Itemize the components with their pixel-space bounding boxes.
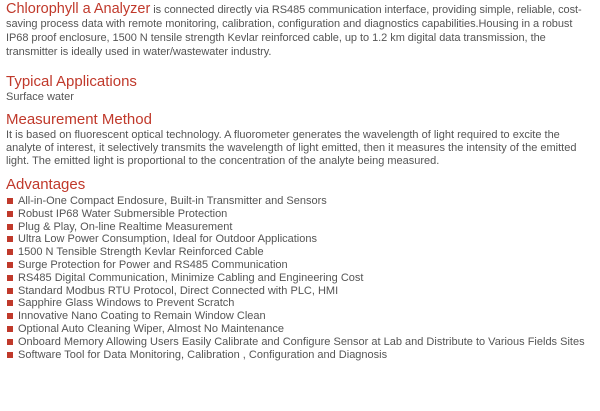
square-bullet-icon <box>7 262 13 268</box>
list-item: Innovative Nano Coating to Remain Window Clean <box>6 310 594 323</box>
square-bullet-icon <box>7 198 13 204</box>
square-bullet-icon <box>7 249 13 255</box>
list-item: Plug & Play, On-line Realtime Measurement <box>6 221 594 234</box>
list-item: Software Tool for Data Monitoring, Calibration , Configuration and Diagnosis <box>6 349 594 362</box>
square-bullet-icon <box>7 313 13 319</box>
square-bullet-icon <box>7 236 13 242</box>
list-item: Surge Protection for Power and RS485 Communication <box>6 259 594 272</box>
square-bullet-icon <box>7 339 13 345</box>
list-item: Standard Modbus RTU Protocol, Direct Connected with PLC, HMI <box>6 285 594 298</box>
square-bullet-icon <box>7 288 13 294</box>
square-bullet-icon <box>7 300 13 306</box>
square-bullet-icon <box>7 275 13 281</box>
product-name: Chlorophyll a Analyzer <box>6 1 151 17</box>
list-item: All-in-One Compact Endosure, Built-in Transmitter and Sensors <box>6 195 594 208</box>
list-item: Onboard Memory Allowing Users Easily Calibrate and Configure Sensor at Lab and Distribute to Various Fields Sites <box>6 336 594 349</box>
list-item: Sapphire Glass Windows to Prevent Scratch <box>6 297 594 310</box>
square-bullet-icon <box>7 352 13 358</box>
list-item: Optional Auto Cleaning Wiper, Almost No Maintenance <box>6 323 594 336</box>
list-item: Robust IP68 Water Submersible Protection <box>6 208 594 221</box>
list-item: 1500 N Tensible Strength Kevlar Reinforced Cable <box>6 246 594 259</box>
typical-applications-text: Surface water <box>6 91 74 103</box>
square-bullet-icon <box>7 224 13 230</box>
typical-applications-heading: Typical Applications <box>6 73 137 90</box>
intro-text: is connected directly via RS485 communication interface, providing simple, reliable, cost-saving process data with remote monitoring, calibration, configuration and diagnostics capabilities.Housing in a robust IP68 proof enclosure, 1500 N tensile strength Kevlar reinforced cable, up to 1.2 km digital data transmission, the transmitter is ideally used in water/wastewater industry. <box>6 4 582 58</box>
square-bullet-icon <box>7 211 13 217</box>
list-item: Ultra Low Power Consumption, Ideal for Outdoor Applications <box>6 233 594 246</box>
advantages-heading: Advantages <box>6 176 86 193</box>
advantages-list <box>6 195 594 361</box>
intro-paragraph <box>6 2 594 59</box>
list-item: RS485 Digital Communication, Minimize Cabling and Engineering Cost <box>6 272 594 285</box>
square-bullet-icon <box>7 326 13 332</box>
measurement-method-text: It is based on fluorescent optical technology. A fluorometer generates the wavelength of light required to excite the analyte of interest, it selectively transmits the wavelength of light emitted, then it measures the intensity of the emitted light. The emitted light is proportional to the concentration of the analyte being measured. <box>6 129 577 167</box>
measurement-method-heading: Measurement Method <box>6 111 152 128</box>
